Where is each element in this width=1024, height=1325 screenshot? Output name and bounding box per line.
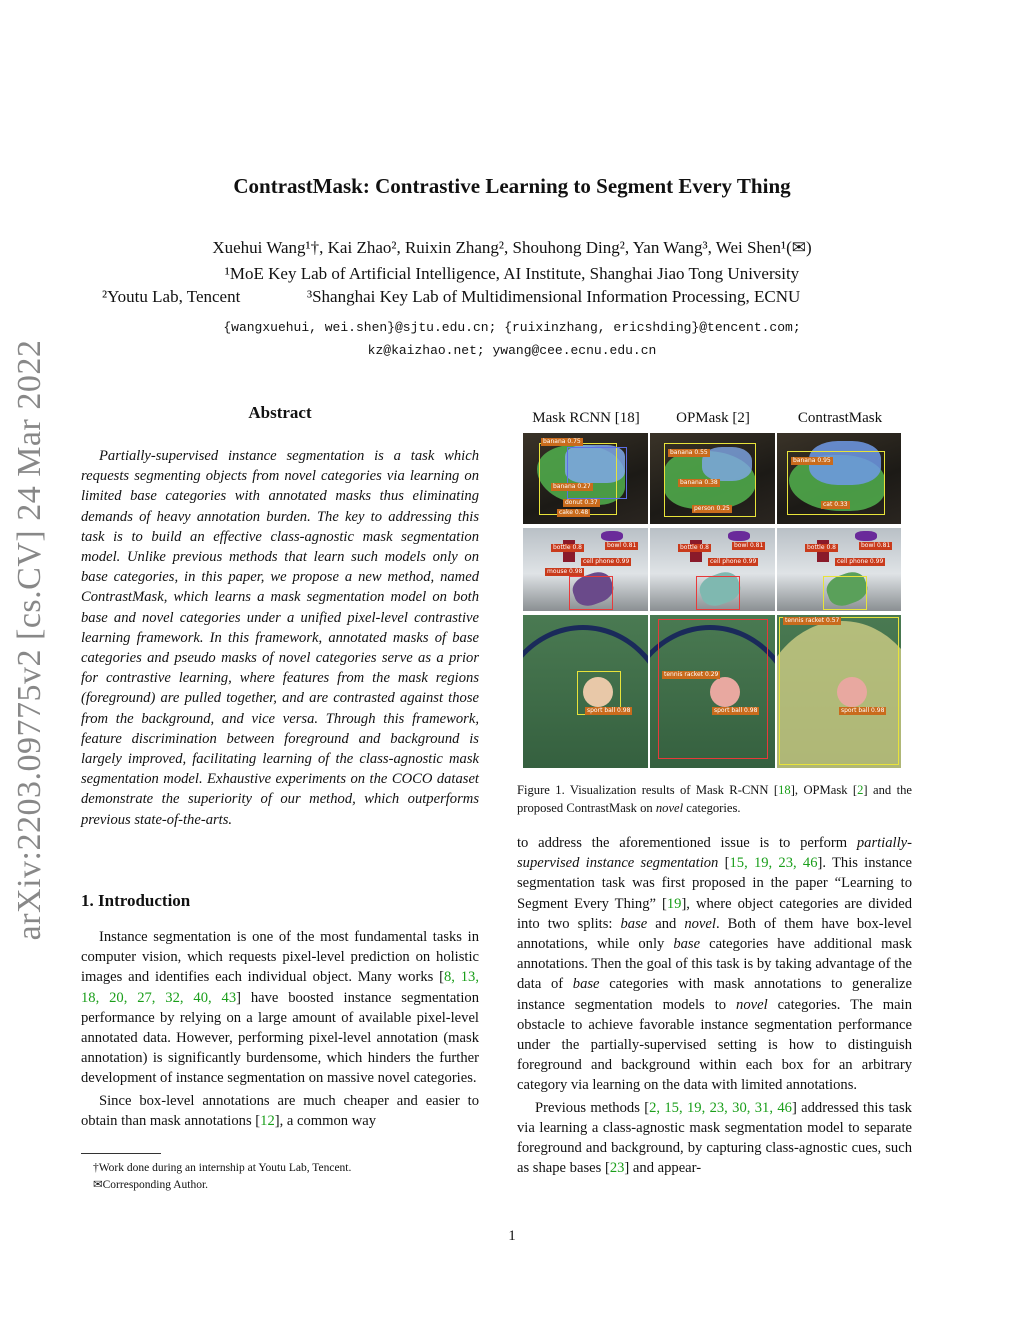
intro-paragraph-2: Since box-level annotations are much cheaper and easier to obtain than mask annotations [12], a common way bbox=[81, 1092, 479, 1129]
detection-label: cell phone 0.99 bbox=[837, 558, 884, 565]
footnote-rule bbox=[81, 1153, 161, 1154]
detection-label: person 0.25 bbox=[694, 505, 730, 512]
right-paragraph-2: Previous methods [2, 15, 19, 23, 30, 31, 46] addressed this task via learning a class-agnostic mask segmentation model to separate foreground and background, by capturing class-agnostic cues, such as shape bases [23] and appear- bbox=[517, 1099, 912, 1177]
detection-label: banana 0.55 bbox=[670, 449, 708, 456]
right-column-body bbox=[517, 833, 912, 1178]
citation-link[interactable]: 23 bbox=[609, 1160, 625, 1177]
detection-label: banana 0.38 bbox=[680, 479, 718, 486]
detection-label: cat 0.33 bbox=[823, 501, 848, 508]
citation-link[interactable]: 2, 15, 19, 23, 30, 31, 46 bbox=[649, 1099, 792, 1116]
figure-cell-maskrcnn-banana bbox=[523, 433, 648, 524]
citation-link[interactable]: 18 bbox=[778, 783, 791, 797]
paper-title: ContrastMask: Contrastive Learning to Segment Every Thing bbox=[233, 174, 791, 198]
figure-cell-contrastmask-desk bbox=[777, 528, 901, 611]
citation-link[interactable]: 19 bbox=[666, 895, 682, 912]
figure-cell-opmask-banana bbox=[650, 433, 775, 524]
detection-label: bowl 0.81 bbox=[607, 542, 637, 549]
detection-label: cell phone 0.99 bbox=[710, 558, 757, 565]
page-number: 1 bbox=[508, 1228, 516, 1244]
arxiv-sidebar-stamp: arXiv:2203.09775v2 [cs.CV] 24 Mar 2022 bbox=[11, 339, 48, 941]
emails-line-1: {wangxuehui, wei.shen}@sjtu.edu.cn; {ruixinzhang, ericshding}@tencent.com; bbox=[223, 320, 801, 335]
detection-label: sport ball 0.98 bbox=[841, 707, 885, 714]
detection-label: mouse 0.98 bbox=[547, 568, 583, 575]
figure-cell-opmask-tennis bbox=[650, 615, 775, 768]
figure-cell-maskrcnn-tennis bbox=[523, 615, 648, 768]
abstract-text: Partially-supervised instance segmentation is a task which requests segmenting objects from novel categories via learning on limited base categories with annotated masks thus eliminating demands of heavy annotation burden. The key to addressing this task is to build an effective class-agnostic mask segmentation model. Unlike previous methods that learn such models only on base categories, in this paper, we propose a new method, named ContrastMask, which learns a mask segmentation model on both base and novel categories under a unified pixel-level contrastive learning framework. In this framework, annotated masks of base categories and pseudo masks of novel categories serve as a prior for contrastive learning, where features from the mask regions (foreground) are pulled together, and are contrasted against those from the background, and vice versa. Through this framework, feature discrimination between foreground and background is largely improved, facilitating learning of the class-agnostic mask segmentation model. Exhaustive experiments on the COCO dataset demonstrate the superiority of our method, which outperforms previous state-of-the-arts. bbox=[81, 448, 479, 828]
detection-label: banana 0.27 bbox=[553, 483, 591, 490]
detection-label: bottle 0.8 bbox=[807, 544, 836, 551]
affiliation-ecnu: ³Shanghai Key Lab of Multidimensional Information Processing, ECNU bbox=[307, 287, 801, 306]
detection-label: bowl 0.81 bbox=[861, 542, 891, 549]
section-heading-introduction: 1. Introduction bbox=[81, 891, 191, 910]
citation-link[interactable]: 15, 19, 23, 46 bbox=[729, 855, 818, 872]
introduction-body bbox=[81, 927, 479, 1133]
detection-label: tennis racket 0.57 bbox=[785, 617, 840, 624]
right-paragraph-1: to address the aforementioned issue is to perform partially-supervised instance segmentation [15, 19, 23, 46]. This instance segmentation task was first proposed in the paper “Learning to Segment Every Thing” [19], where object categories are divided into two splits: base and novel. Both of them have box-level annotations, while only base categories have additional mask annotations. Then the goal of this task is by taking advantage of the data of base categories with mask annotations to generalize instance segmentation models to novel categories. The main obstacle to achieve favorable instance segmentation performance under the partially-supervised setting is how to distinguish foreground and background within each box for an arbitrary category via learning on the data with limited annotations. bbox=[517, 835, 913, 1094]
figure-col-label-maskrcnn: Mask RCNN [18] bbox=[532, 410, 640, 426]
affiliation-2 bbox=[102, 287, 902, 307]
affiliation-1: ¹MoE Key Lab of Artificial Intelligence, AI Institute, Shanghai Jiao Tong University bbox=[224, 264, 800, 283]
citation-link[interactable]: 8, 13, 18, 20, 27, 32, 40, 43 bbox=[81, 969, 479, 1006]
detection-label: banana 0.75 bbox=[543, 438, 581, 445]
detection-label: sport ball 0.98 bbox=[714, 707, 758, 714]
author-list: Xuehui Wang¹†, Kai Zhao², Ruixin Zhang², Shouhong Ding², Yan Wang³, Wei Shen¹(✉) bbox=[212, 238, 812, 257]
detection-label: sport ball 0.98 bbox=[587, 707, 631, 714]
figure-cell-contrastmask-tennis bbox=[777, 615, 901, 768]
affiliation-youtu: ²Youtu Lab, Tencent bbox=[102, 287, 241, 306]
footnote-corresponding: ✉Corresponding Author. bbox=[93, 1179, 209, 1191]
detection-label: bottle 0.8 bbox=[680, 544, 709, 551]
detection-label: cake 0.48 bbox=[559, 509, 589, 516]
figure-cell-opmask-desk bbox=[650, 528, 775, 611]
emails-line-2: kz@kaizhao.net; ywang@cee.ecnu.edu.cn bbox=[367, 343, 657, 358]
detection-label: cell phone 0.99 bbox=[583, 558, 630, 565]
figure-col-label-opmask: OPMask [2] bbox=[676, 410, 750, 426]
author-emails bbox=[0, 316, 1024, 362]
detection-label: bottle 0.8 bbox=[553, 544, 582, 551]
figure-1-caption: Figure 1. Visualization results of Mask R-CNN [18], OPMask [2] and the proposed ContrastMask on novel categories. bbox=[517, 783, 913, 815]
abstract-heading: Abstract bbox=[248, 403, 312, 422]
citation-link[interactable]: 2 bbox=[857, 783, 864, 797]
detection-label: donut 0.37 bbox=[565, 499, 598, 506]
citation-link[interactable]: 12 bbox=[260, 1112, 275, 1129]
detection-label: bowl 0.81 bbox=[734, 542, 764, 549]
figure-cell-maskrcnn-desk bbox=[523, 528, 648, 611]
detection-label: tennis racket 0.29 bbox=[664, 671, 719, 678]
detection-label: banana 0.95 bbox=[793, 457, 831, 464]
figure-cell-contrastmask-banana bbox=[777, 433, 901, 524]
figure-col-label-contrastmask: ContrastMask bbox=[797, 410, 883, 426]
abstract-body bbox=[81, 446, 479, 830]
footnote-internship: †Work done during an internship at Youtu Lab, Tencent. bbox=[93, 1162, 352, 1174]
intro-paragraph-1: Instance segmentation is one of the most fundamental tasks in computer vision, which requests pixel-level prediction on holistic images and identifies each individual object. Many works [8, 13, 18, 20, 27, 32, 40, 43] have boosted instance segmentation performance by relying on a large amount of available pixel-level annotated data. However, performing pixel-level annotation (mask annotation) is significantly burdensome, which hinders the further development of instance segmentation on massive novel categories. bbox=[81, 929, 480, 1087]
